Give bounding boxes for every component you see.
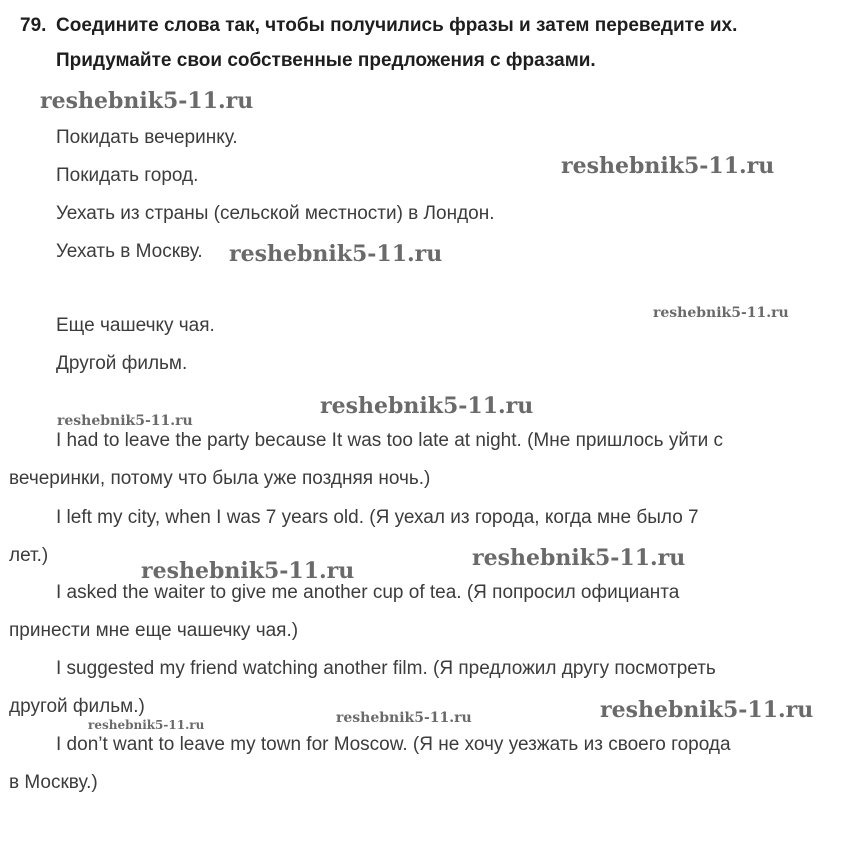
phrase-line: Уехать в Москву. (56, 241, 203, 262)
phrase-line: Еще чашечку чая. (56, 315, 215, 336)
watermark: reshebnik5-11.ru (561, 153, 775, 179)
watermark: reshebnik5-11.ru (600, 697, 814, 723)
sentence-line: I suggested my friend watching another film. (Я предложил другу посмотреть (56, 658, 716, 679)
watermark: reshebnik5-11.ru (336, 710, 472, 726)
sentence-line: I left my city, when I was 7 years old. (Я уехал из города, когда мне было 7 (56, 507, 699, 528)
exercise-title-line1: Соедините слова так, чтобы получились фразы и затем переведите их. (56, 15, 738, 36)
sentence-line: I had to leave the party because It was too late at night. (Мне пришлось уйти с (56, 430, 724, 451)
watermark: reshebnik5-11.ru (57, 413, 193, 429)
watermark: reshebnik5-11.ru (229, 241, 443, 267)
sentence-line: другой фильм.) (9, 696, 145, 717)
phrase-line: Уехать из страны (сельской местности) в Лондон. (56, 203, 495, 224)
sentence-line: в Москву.) (9, 772, 98, 793)
watermark: reshebnik5-11.ru (141, 558, 355, 584)
sentence-line: лет.) (9, 545, 49, 566)
exercise-heading (20, 14, 737, 37)
phrase-line: Покидать город. (56, 165, 199, 186)
phrase-line: Другой фильм. (56, 353, 188, 374)
watermark: reshebnik5-11.ru (320, 393, 534, 419)
phrase-line: Покидать вечеринку. (56, 127, 238, 148)
sentence-line: принести мне еще чашечку чая.) (9, 620, 299, 641)
watermark: reshebnik5-11.ru (40, 88, 254, 114)
exercise-number: 79. (20, 15, 47, 36)
sentence-line: вечеринки, потому что была уже поздняя ночь.) (9, 468, 431, 489)
sentence-line: I don’t want to leave my town for Moscow. (Я не хочу уезжать из своего города (56, 734, 731, 755)
watermark: reshebnik5-11.ru (472, 545, 686, 571)
watermark: reshebnik5-11.ru (653, 305, 789, 321)
exercise-title-line2: Придумайте свои собственные предложения с фразами. (56, 50, 596, 71)
sentence-line: I asked the waiter to give me another cup of tea. (Я попросил официанта (56, 582, 680, 603)
watermark: reshebnik5-11.ru (88, 718, 205, 732)
